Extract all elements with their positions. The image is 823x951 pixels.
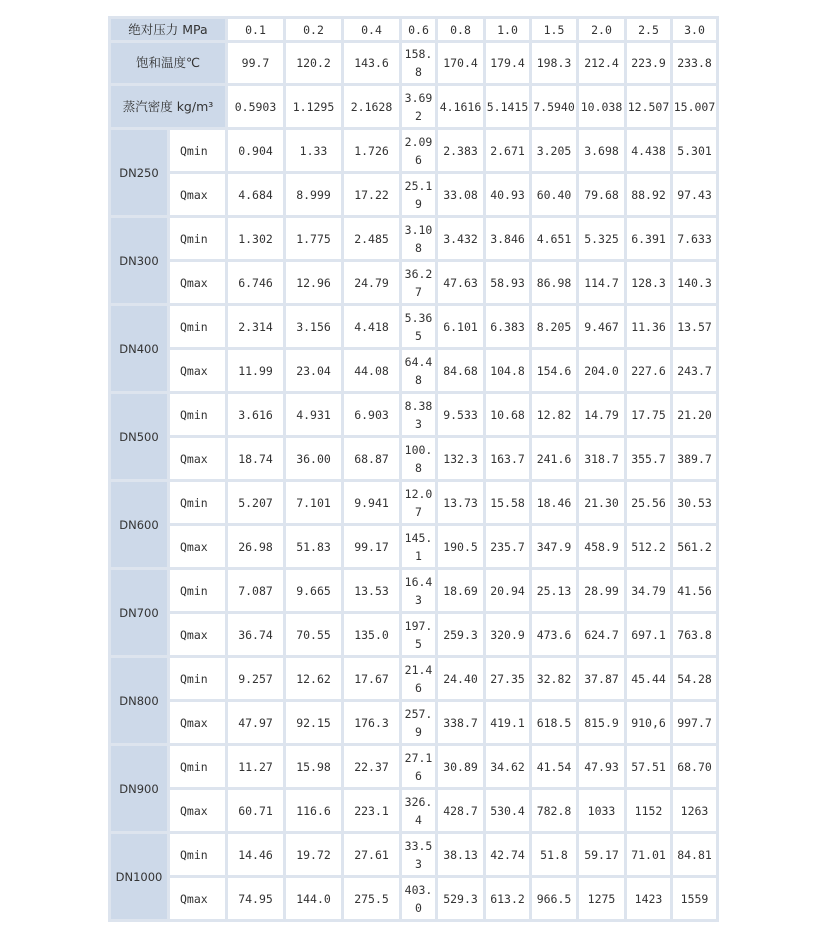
qmin-value: 5.365	[402, 306, 435, 347]
qmax-value: 51.83	[286, 526, 341, 567]
pipe-size-label: DN250	[111, 130, 167, 215]
qmax-value: 176.3	[344, 702, 399, 743]
qmin-value: 84.81	[673, 834, 716, 875]
qmin-value: 32.82	[532, 658, 576, 699]
qmax-value: 12.96	[286, 262, 341, 303]
qmin-value: 18.69	[438, 570, 483, 611]
qmax-value: 613.2	[486, 878, 529, 919]
qmin-value: 3.156	[286, 306, 341, 347]
qmin-value: 13.57	[673, 306, 716, 347]
qmin-label: Qmin	[170, 834, 225, 875]
density-value: 2.1628	[344, 86, 399, 127]
pressure-value: 2.0	[579, 19, 624, 40]
qmax-value: 145.1	[402, 526, 435, 567]
qmax-value: 17.22	[344, 174, 399, 215]
qmin-value: 3.205	[532, 130, 576, 171]
qmin-value: 16.43	[402, 570, 435, 611]
pipe-size-label: DN600	[111, 482, 167, 567]
qmax-value: 1152	[627, 790, 670, 831]
table-row	[111, 174, 716, 215]
qmax-value: 419.1	[486, 702, 529, 743]
qmin-value: 9.467	[579, 306, 624, 347]
qmax-value: 966.5	[532, 878, 576, 919]
qmax-value: 697.1	[627, 614, 670, 655]
qmin-value: 33.53	[402, 834, 435, 875]
qmin-value: 9.941	[344, 482, 399, 523]
density-row	[111, 86, 716, 127]
qmax-value: 259.3	[438, 614, 483, 655]
qmax-value: 763.8	[673, 614, 716, 655]
qmin-value: 34.62	[486, 746, 529, 787]
qmin-value: 14.79	[579, 394, 624, 435]
table-row	[111, 570, 716, 611]
table-row	[111, 350, 716, 391]
pressure-value: 1.0	[486, 19, 529, 40]
qmin-value: 2.485	[344, 218, 399, 259]
qmin-value: 24.40	[438, 658, 483, 699]
density-value: 15.007	[673, 86, 716, 127]
qmin-value: 5.207	[228, 482, 283, 523]
qmax-value: 4.684	[228, 174, 283, 215]
qmax-value: 11.99	[228, 350, 283, 391]
pressure-value: 0.1	[228, 19, 283, 40]
pressure-value: 0.4	[344, 19, 399, 40]
density-value: 5.1415	[486, 86, 529, 127]
qmax-value: 1033	[579, 790, 624, 831]
qmax-value: 1559	[673, 878, 716, 919]
pipe-size-label: DN800	[111, 658, 167, 743]
qmax-value: 60.40	[532, 174, 576, 215]
qmax-value: 223.1	[344, 790, 399, 831]
qmin-value: 30.89	[438, 746, 483, 787]
qmin-value: 18.46	[532, 482, 576, 523]
qmax-value: 36.00	[286, 438, 341, 479]
qmax-value: 624.7	[579, 614, 624, 655]
qmin-value: 8.383	[402, 394, 435, 435]
qmin-value: 0.904	[228, 130, 283, 171]
qmax-value: 428.7	[438, 790, 483, 831]
qmin-label: Qmin	[170, 746, 225, 787]
qmin-value: 30.53	[673, 482, 716, 523]
pressure-value: 0.6	[402, 19, 435, 40]
qmax-value: 26.98	[228, 526, 283, 567]
temperature-value: 99.7	[228, 43, 283, 83]
qmin-value: 25.13	[532, 570, 576, 611]
steam-flow-table	[108, 16, 719, 922]
qmin-value: 4.438	[627, 130, 670, 171]
qmin-value: 27.16	[402, 746, 435, 787]
pipe-size-label: DN1000	[111, 834, 167, 919]
qmax-value: 36.27	[402, 262, 435, 303]
qmin-label: Qmin	[170, 570, 225, 611]
qmax-label: Qmax	[170, 614, 225, 655]
qmin-value: 7.087	[228, 570, 283, 611]
qmax-value: 23.04	[286, 350, 341, 391]
qmin-value: 12.07	[402, 482, 435, 523]
qmax-value: 79.68	[579, 174, 624, 215]
qmax-value: 88.92	[627, 174, 670, 215]
qmax-value: 144.0	[286, 878, 341, 919]
qmin-value: 12.82	[532, 394, 576, 435]
qmax-value: 241.6	[532, 438, 576, 479]
qmin-value: 17.67	[344, 658, 399, 699]
table-row	[111, 306, 716, 347]
table-row	[111, 262, 716, 303]
pressure-value: 2.5	[627, 19, 670, 40]
qmin-label: Qmin	[170, 482, 225, 523]
qmax-label: Qmax	[170, 174, 225, 215]
qmin-value: 8.205	[532, 306, 576, 347]
qmax-value: 275.5	[344, 878, 399, 919]
qmin-value: 3.616	[228, 394, 283, 435]
density-value: 3.692	[402, 86, 435, 127]
qmin-value: 41.54	[532, 746, 576, 787]
qmax-value: 997.7	[673, 702, 716, 743]
qmax-value: 163.7	[486, 438, 529, 479]
table-row	[111, 746, 716, 787]
table-row	[111, 834, 716, 875]
qmax-value: 227.6	[627, 350, 670, 391]
qmax-value: 190.5	[438, 526, 483, 567]
qmax-label: Qmax	[170, 526, 225, 567]
table-row	[111, 614, 716, 655]
table-row	[111, 218, 716, 259]
qmax-value: 140.3	[673, 262, 716, 303]
qmax-value: 116.6	[286, 790, 341, 831]
qmax-value: 618.5	[532, 702, 576, 743]
qmax-value: 529.3	[438, 878, 483, 919]
qmax-value: 318.7	[579, 438, 624, 479]
qmin-value: 34.79	[627, 570, 670, 611]
table-row	[111, 790, 716, 831]
qmin-value: 9.257	[228, 658, 283, 699]
qmax-value: 68.87	[344, 438, 399, 479]
qmin-value: 14.46	[228, 834, 283, 875]
qmax-value: 530.4	[486, 790, 529, 831]
qmax-value: 84.68	[438, 350, 483, 391]
pressure-value: 0.8	[438, 19, 483, 40]
pressure-value: 3.0	[673, 19, 716, 40]
qmin-value: 4.418	[344, 306, 399, 347]
qmax-value: 197.5	[402, 614, 435, 655]
qmax-value: 235.7	[486, 526, 529, 567]
qmax-value: 128.3	[627, 262, 670, 303]
density-value: 1.1295	[286, 86, 341, 127]
qmax-label: Qmax	[170, 878, 225, 919]
dn-groups	[111, 130, 716, 919]
qmax-value: 6.746	[228, 262, 283, 303]
qmin-value: 59.17	[579, 834, 624, 875]
qmin-value: 1.302	[228, 218, 283, 259]
qmin-value: 13.73	[438, 482, 483, 523]
qmax-value: 403.0	[402, 878, 435, 919]
temperature-value: 212.4	[579, 43, 624, 83]
qmin-value: 5.325	[579, 218, 624, 259]
qmax-value: 458.9	[579, 526, 624, 567]
qmin-value: 38.13	[438, 834, 483, 875]
table-row	[111, 394, 716, 435]
pipe-size-label: DN700	[111, 570, 167, 655]
qmax-value: 8.999	[286, 174, 341, 215]
qmin-value: 12.62	[286, 658, 341, 699]
qmin-value: 3.846	[486, 218, 529, 259]
qmax-label: Qmax	[170, 350, 225, 391]
qmax-value: 33.08	[438, 174, 483, 215]
table-row	[111, 526, 716, 567]
qmax-value: 44.08	[344, 350, 399, 391]
qmax-value: 561.2	[673, 526, 716, 567]
qmin-value: 15.98	[286, 746, 341, 787]
qmin-value: 13.53	[344, 570, 399, 611]
qmax-value: 1275	[579, 878, 624, 919]
table-row	[111, 658, 716, 699]
qmax-value: 815.9	[579, 702, 624, 743]
qmin-value: 5.301	[673, 130, 716, 171]
qmin-value: 7.633	[673, 218, 716, 259]
table-row	[111, 482, 716, 523]
qmin-value: 37.87	[579, 658, 624, 699]
qmin-value: 21.46	[402, 658, 435, 699]
qmax-value: 135.0	[344, 614, 399, 655]
qmax-value: 86.98	[532, 262, 576, 303]
qmin-value: 17.75	[627, 394, 670, 435]
qmin-value: 3.432	[438, 218, 483, 259]
qmax-value: 389.7	[673, 438, 716, 479]
temperature-row	[111, 43, 716, 83]
qmin-value: 21.20	[673, 394, 716, 435]
qmin-value: 2.671	[486, 130, 529, 171]
qmin-value: 19.72	[286, 834, 341, 875]
qmax-value: 1423	[627, 878, 670, 919]
pressure-header: 绝对压力 MPa	[111, 19, 225, 40]
qmax-value: 326.4	[402, 790, 435, 831]
qmax-value: 25.19	[402, 174, 435, 215]
qmax-value: 24.79	[344, 262, 399, 303]
qmin-value: 28.99	[579, 570, 624, 611]
qmin-value: 57.51	[627, 746, 670, 787]
qmin-value: 11.27	[228, 746, 283, 787]
qmin-label: Qmin	[170, 218, 225, 259]
qmax-value: 18.74	[228, 438, 283, 479]
qmin-value: 1.726	[344, 130, 399, 171]
qmax-label: Qmax	[170, 790, 225, 831]
qmax-value: 100.8	[402, 438, 435, 479]
qmin-value: 1.33	[286, 130, 341, 171]
pipe-size-label: DN300	[111, 218, 167, 303]
table-row	[111, 702, 716, 743]
qmin-value: 4.931	[286, 394, 341, 435]
qmax-value: 99.17	[344, 526, 399, 567]
qmax-value: 154.6	[532, 350, 576, 391]
qmax-value: 36.74	[228, 614, 283, 655]
qmin-value: 42.74	[486, 834, 529, 875]
qmin-value: 2.314	[228, 306, 283, 347]
qmin-value: 7.101	[286, 482, 341, 523]
qmin-value: 68.70	[673, 746, 716, 787]
density-value: 7.5940	[532, 86, 576, 127]
qmax-value: 70.55	[286, 614, 341, 655]
temperature-header: 饱和温度℃	[111, 43, 225, 83]
qmin-label: Qmin	[170, 658, 225, 699]
qmax-value: 97.43	[673, 174, 716, 215]
qmin-value: 20.94	[486, 570, 529, 611]
pressure-row	[111, 19, 716, 40]
qmin-value: 9.665	[286, 570, 341, 611]
temperature-value: 223.9	[627, 43, 670, 83]
table-row	[111, 130, 716, 171]
qmin-value: 27.35	[486, 658, 529, 699]
qmax-value: 910,6	[627, 702, 670, 743]
density-value: 12.507	[627, 86, 670, 127]
qmin-value: 2.096	[402, 130, 435, 171]
qmin-value: 21.30	[579, 482, 624, 523]
qmax-value: 40.93	[486, 174, 529, 215]
qmin-value: 51.8	[532, 834, 576, 875]
density-header: 蒸汽密度 kg/m³	[111, 86, 225, 127]
temperature-value: 120.2	[286, 43, 341, 83]
qmax-value: 47.97	[228, 702, 283, 743]
qmax-value: 347.9	[532, 526, 576, 567]
qmax-value: 60.71	[228, 790, 283, 831]
qmax-value: 47.63	[438, 262, 483, 303]
temperature-value: 170.4	[438, 43, 483, 83]
qmax-value: 114.7	[579, 262, 624, 303]
qmax-value: 338.7	[438, 702, 483, 743]
qmin-value: 4.651	[532, 218, 576, 259]
pressure-value: 0.2	[286, 19, 341, 40]
pipe-size-label: DN500	[111, 394, 167, 479]
temperature-value: 143.6	[344, 43, 399, 83]
qmin-value: 41.56	[673, 570, 716, 611]
qmax-value: 204.0	[579, 350, 624, 391]
pressure-value: 1.5	[532, 19, 576, 40]
qmin-value: 2.383	[438, 130, 483, 171]
density-value: 10.038	[579, 86, 624, 127]
table-row	[111, 438, 716, 479]
temperature-value: 198.3	[532, 43, 576, 83]
qmax-value: 512.2	[627, 526, 670, 567]
qmin-value: 27.61	[344, 834, 399, 875]
qmin-value: 3.108	[402, 218, 435, 259]
temperature-value: 158.8	[402, 43, 435, 83]
qmin-value: 45.44	[627, 658, 670, 699]
qmax-value: 355.7	[627, 438, 670, 479]
qmin-value: 9.533	[438, 394, 483, 435]
qmax-value: 92.15	[286, 702, 341, 743]
qmin-value: 54.28	[673, 658, 716, 699]
qmin-value: 6.903	[344, 394, 399, 435]
qmax-value: 64.48	[402, 350, 435, 391]
qmin-label: Qmin	[170, 394, 225, 435]
qmax-value: 473.6	[532, 614, 576, 655]
temperature-value: 179.4	[486, 43, 529, 83]
qmin-value: 11.36	[627, 306, 670, 347]
qmin-value: 10.68	[486, 394, 529, 435]
qmax-value: 1263	[673, 790, 716, 831]
qmax-label: Qmax	[170, 702, 225, 743]
qmin-value: 3.698	[579, 130, 624, 171]
table-row	[111, 878, 716, 919]
qmin-label: Qmin	[170, 130, 225, 171]
qmax-value: 58.93	[486, 262, 529, 303]
qmin-value: 6.383	[486, 306, 529, 347]
qmax-value: 243.7	[673, 350, 716, 391]
qmax-value: 74.95	[228, 878, 283, 919]
qmax-label: Qmax	[170, 438, 225, 479]
qmin-value: 15.58	[486, 482, 529, 523]
qmin-value: 6.391	[627, 218, 670, 259]
pipe-size-label: DN400	[111, 306, 167, 391]
qmax-value: 132.3	[438, 438, 483, 479]
qmin-value: 22.37	[344, 746, 399, 787]
qmax-value: 320.9	[486, 614, 529, 655]
qmax-value: 782.8	[532, 790, 576, 831]
qmax-value: 104.8	[486, 350, 529, 391]
density-value: 0.5903	[228, 86, 283, 127]
temperature-value: 233.8	[673, 43, 716, 83]
qmin-label: Qmin	[170, 306, 225, 347]
qmin-value: 47.93	[579, 746, 624, 787]
qmin-value: 6.101	[438, 306, 483, 347]
qmin-value: 25.56	[627, 482, 670, 523]
qmin-value: 1.775	[286, 218, 341, 259]
density-value: 4.1616	[438, 86, 483, 127]
pipe-size-label: DN900	[111, 746, 167, 831]
qmax-value: 257.9	[402, 702, 435, 743]
qmin-value: 71.01	[627, 834, 670, 875]
qmax-label: Qmax	[170, 262, 225, 303]
